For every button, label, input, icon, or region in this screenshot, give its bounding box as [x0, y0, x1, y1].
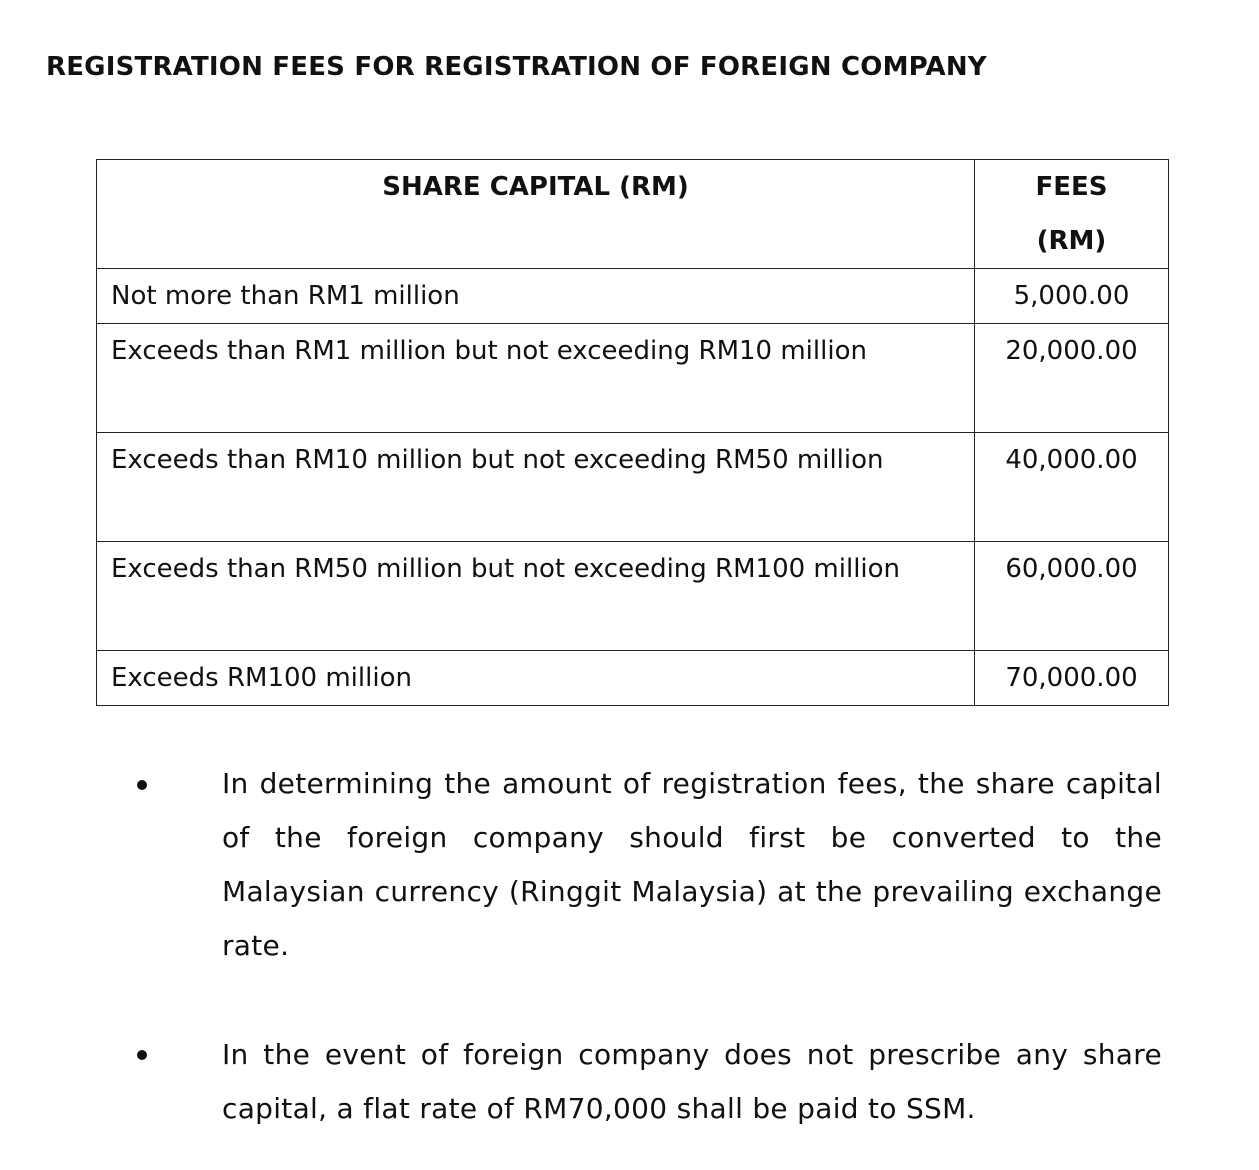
fees-header-line1: FEES	[1035, 172, 1108, 202]
fee-cell: 20,000.00	[975, 324, 1169, 433]
fee-cell: 40,000.00	[975, 433, 1169, 542]
share-capital-cell: Exceeds RM100 million	[97, 651, 975, 706]
share-capital-cell: Exceeds than RM10 million but not exceeding RM50 million	[97, 433, 975, 542]
bullet-icon	[137, 780, 147, 790]
fees-header	[975, 160, 1169, 269]
table-row	[97, 542, 1169, 651]
table-row	[97, 269, 1169, 324]
share-capital-cell: Not more than RM1 million	[97, 269, 975, 324]
page-title: REGISTRATION FEES FOR REGISTRATION OF FOREIGN COMPANY	[46, 52, 987, 82]
fee-cell: 70,000.00	[975, 651, 1169, 706]
note-item: In the event of foreign company does not prescribe any share capital, a flat rate of RM70,000 shall be paid to SSM.	[222, 1038, 1162, 1125]
fees-table	[96, 159, 1169, 706]
fees-header-line2: (RM)	[1036, 226, 1107, 256]
table-row	[97, 651, 1169, 706]
table-row	[97, 324, 1169, 433]
bullet-icon	[137, 1050, 147, 1060]
fee-cell: 60,000.00	[975, 542, 1169, 651]
share-capital-header: SHARE CAPITAL (RM)	[97, 160, 975, 269]
table-header-row	[97, 160, 1169, 269]
fee-cell: 5,000.00	[975, 269, 1169, 324]
note-item: In determining the amount of registration fees, the share capital of the foreign company should first be converted to the Malaysian currency (Ringgit Malaysia) at the prevailing exchange rate.	[222, 767, 1162, 962]
table-row	[97, 433, 1169, 542]
share-capital-cell: Exceeds than RM1 million but not exceeding RM10 million	[97, 324, 975, 433]
share-capital-cell: Exceeds than RM50 million but not exceeding RM100 million	[97, 542, 975, 651]
